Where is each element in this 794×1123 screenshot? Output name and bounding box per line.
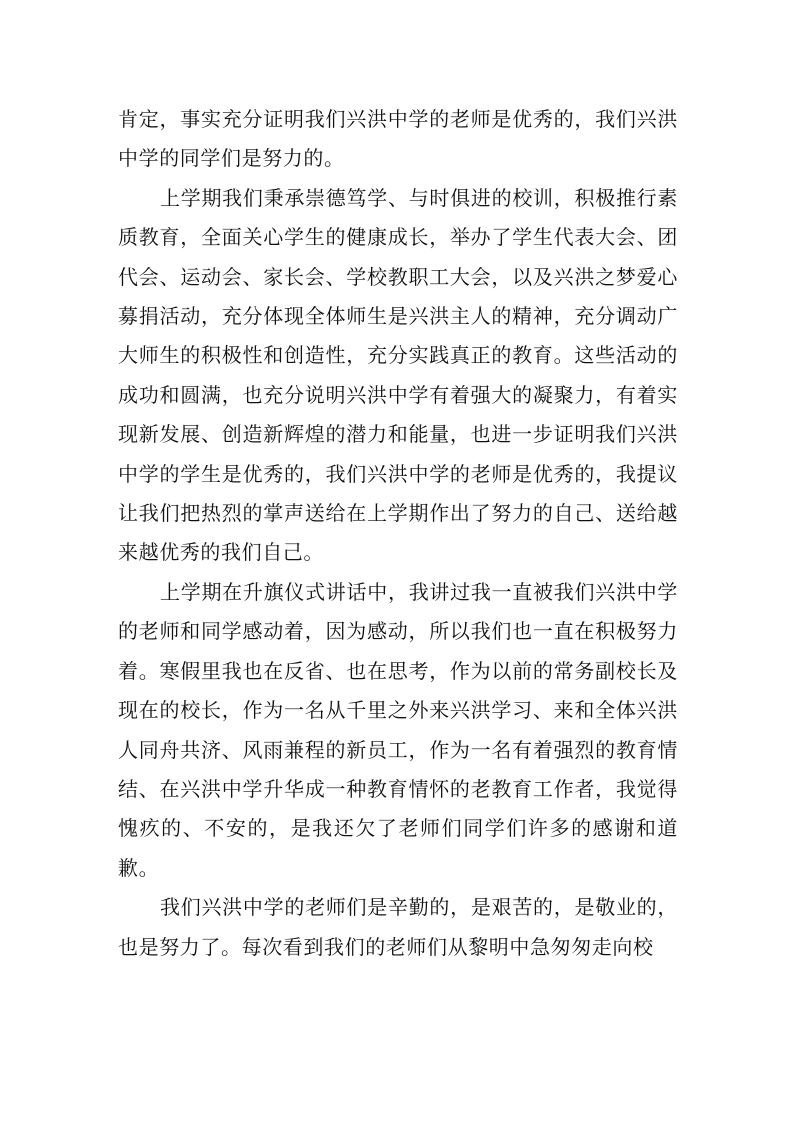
document-body	[118, 100, 678, 967]
paragraph-teachers: 我们兴洪中学的老师们是辛勤的，是艰苦的，是敬业的，也是努力了。每次看到我们的老师们从黎明中急匆匆走向校	[118, 895, 678, 959]
paragraph-reflection: 上学期在升旗仪式讲话中，我讲过我一直被我们兴洪中学的老师和同学感动着，因为感动，所以我们也一直在积极努力着。寒假里我也在反省、也在思考，作为以前的常务副校长及现在的校长，作为一名从千里之外来兴洪学习、来和全体兴洪人同舟共济、风雨兼程的新员工，作为一名有着强烈的教育情结、在兴洪中学升华成一种教育情怀的老教育工作者，我觉得愧疚的、不安的，是我还欠了老师们同学们许多的感谢和道歉。	[118, 579, 678, 880]
paragraph-continuation: 肯定，事实充分证明我们兴洪中学的老师是优秀的，我们兴洪中学的同学们是努力的。	[118, 107, 678, 171]
paragraph-activities: 上学期我们秉承崇德笃学、与时俱进的校训，积极推行素质教育，全面关心学生的健康成长，举办了学生代表大会、团代会、运动会、家长会、学校教职工大会，以及兴洪之梦爱心募捐活动，充分体现全体师生是兴洪主人的精神，充分调动广大师生的积极性和创造性，充分实践真正的教育。这些活动的成功和圆满，也充分说明兴洪中学有着强大的凝聚力，有着实现新发展、创造新辉煌的潜力和能量，也进一步证明我们兴洪中学的学生是优秀的，我们兴洪中学的老师是优秀的，我提议让我们把热烈的掌声送给在上学期作出了努力的自己、送给越来越优秀的我们自己。	[118, 185, 678, 565]
